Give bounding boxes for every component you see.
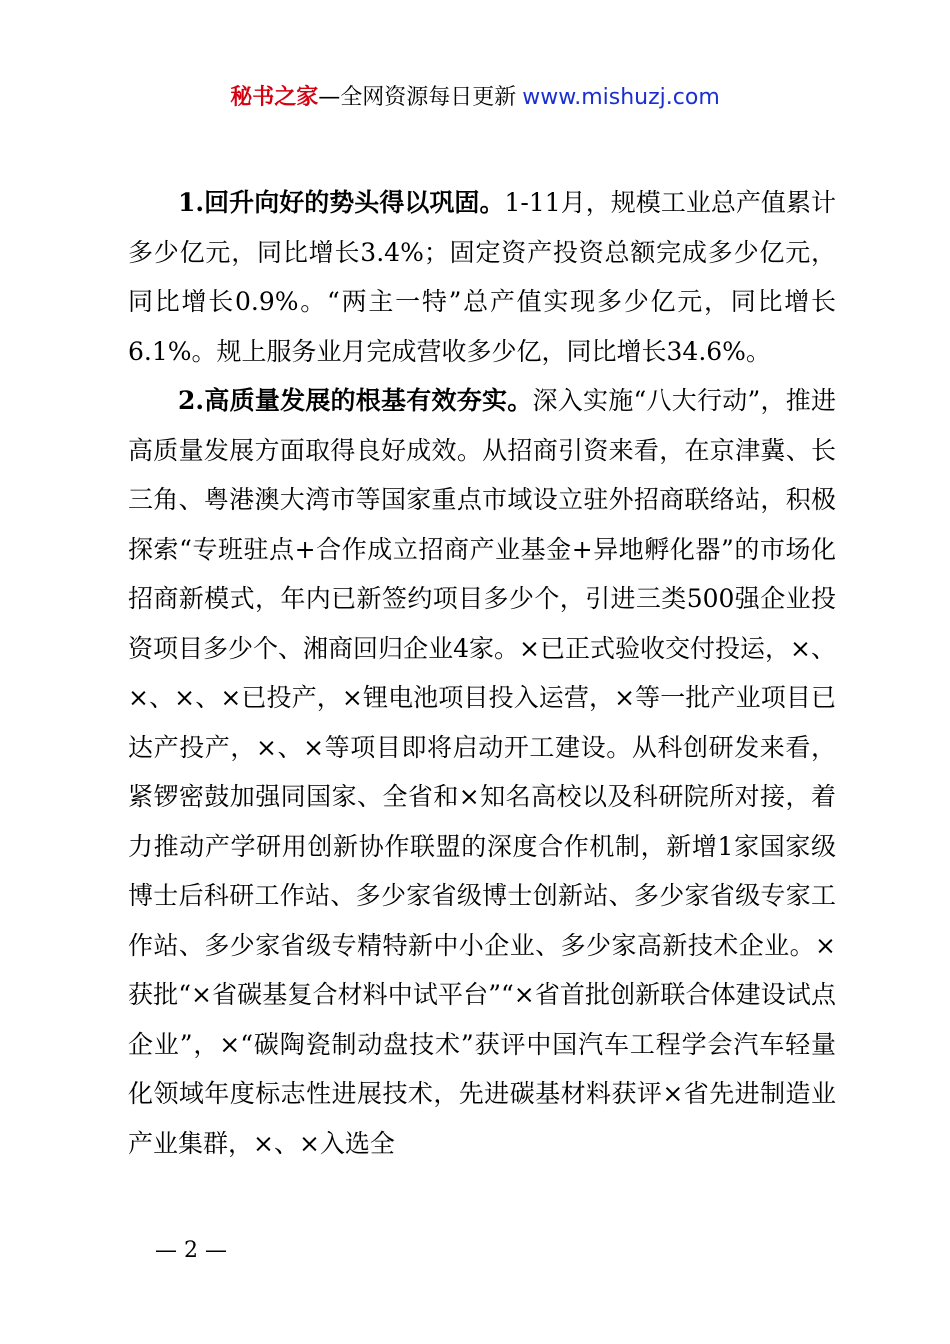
paragraph-2-heading: 2.高质量发展的根基有效夯实。: [178, 386, 533, 415]
header-dash: —: [318, 85, 341, 110]
header-slogan: 全网资源每日更新: [340, 85, 517, 110]
paragraph-1-text: 1-11月，规模工业总产值累计多少亿元，同比增长3.4%；固定资产投资总额完成多少亿元，同比增长0.9%。“两主一特”总产值实现多少亿元，同比增长6.1%。规上服务业月完成营收多少亿，同比增长34.6%。: [128, 188, 836, 366]
paragraph-1-heading: 1.回升向好的势头得以巩固。: [178, 188, 505, 217]
page-number: — 2 —: [155, 1238, 227, 1263]
brand-name: 秘书之家: [230, 85, 319, 110]
paragraph-2: [128, 376, 836, 1168]
paragraph-2-text: 深入实施“八大行动”，推进高质量发展方面取得良好成效。从招商引资来看，在京津冀、长三角、粤港澳大湾市等国家重点市域设立驻外招商联络站，积极探索“专班驻点+合作成立招商产业基金+异地孵化器”的市场化招商新模式，年内已新签约项目多少个，引进三类500强企业投资项目多少个、湘商回归企业4家。×已正式验收交付投运，×、×、×、×已投产，×锂电池项目投入运营，×等一批产业项目已达产投产，×、×等项目即将启动开工建设。从科创研发来看，紧锣密鼓加强同国家、全省和×知名高校以及科研院所对接，着力推动产学研用创新协作联盟的深度合作机制，新增1家国家级博士后科研工作站、多少家省级博士创新站、多少家省级专家工作站、多少家省级专精特新中小企业、多少家高新技术企业。×获批“×省碳基复合材料中试平台”“×省首批创新联合体建设试点企业”，×“碳陶瓷制动盘技术”获评中国汽车工程学会汽车轻量化领域年度标志性进展技术，先进碳基材料获评×省先进制造业产业集群，×、×入选全: [128, 386, 836, 1158]
site-url-link[interactable]: www.mishuzj.com: [522, 85, 720, 110]
site-header: [0, 80, 950, 111]
paragraph-1: [128, 178, 836, 376]
document-body: [128, 178, 836, 1168]
